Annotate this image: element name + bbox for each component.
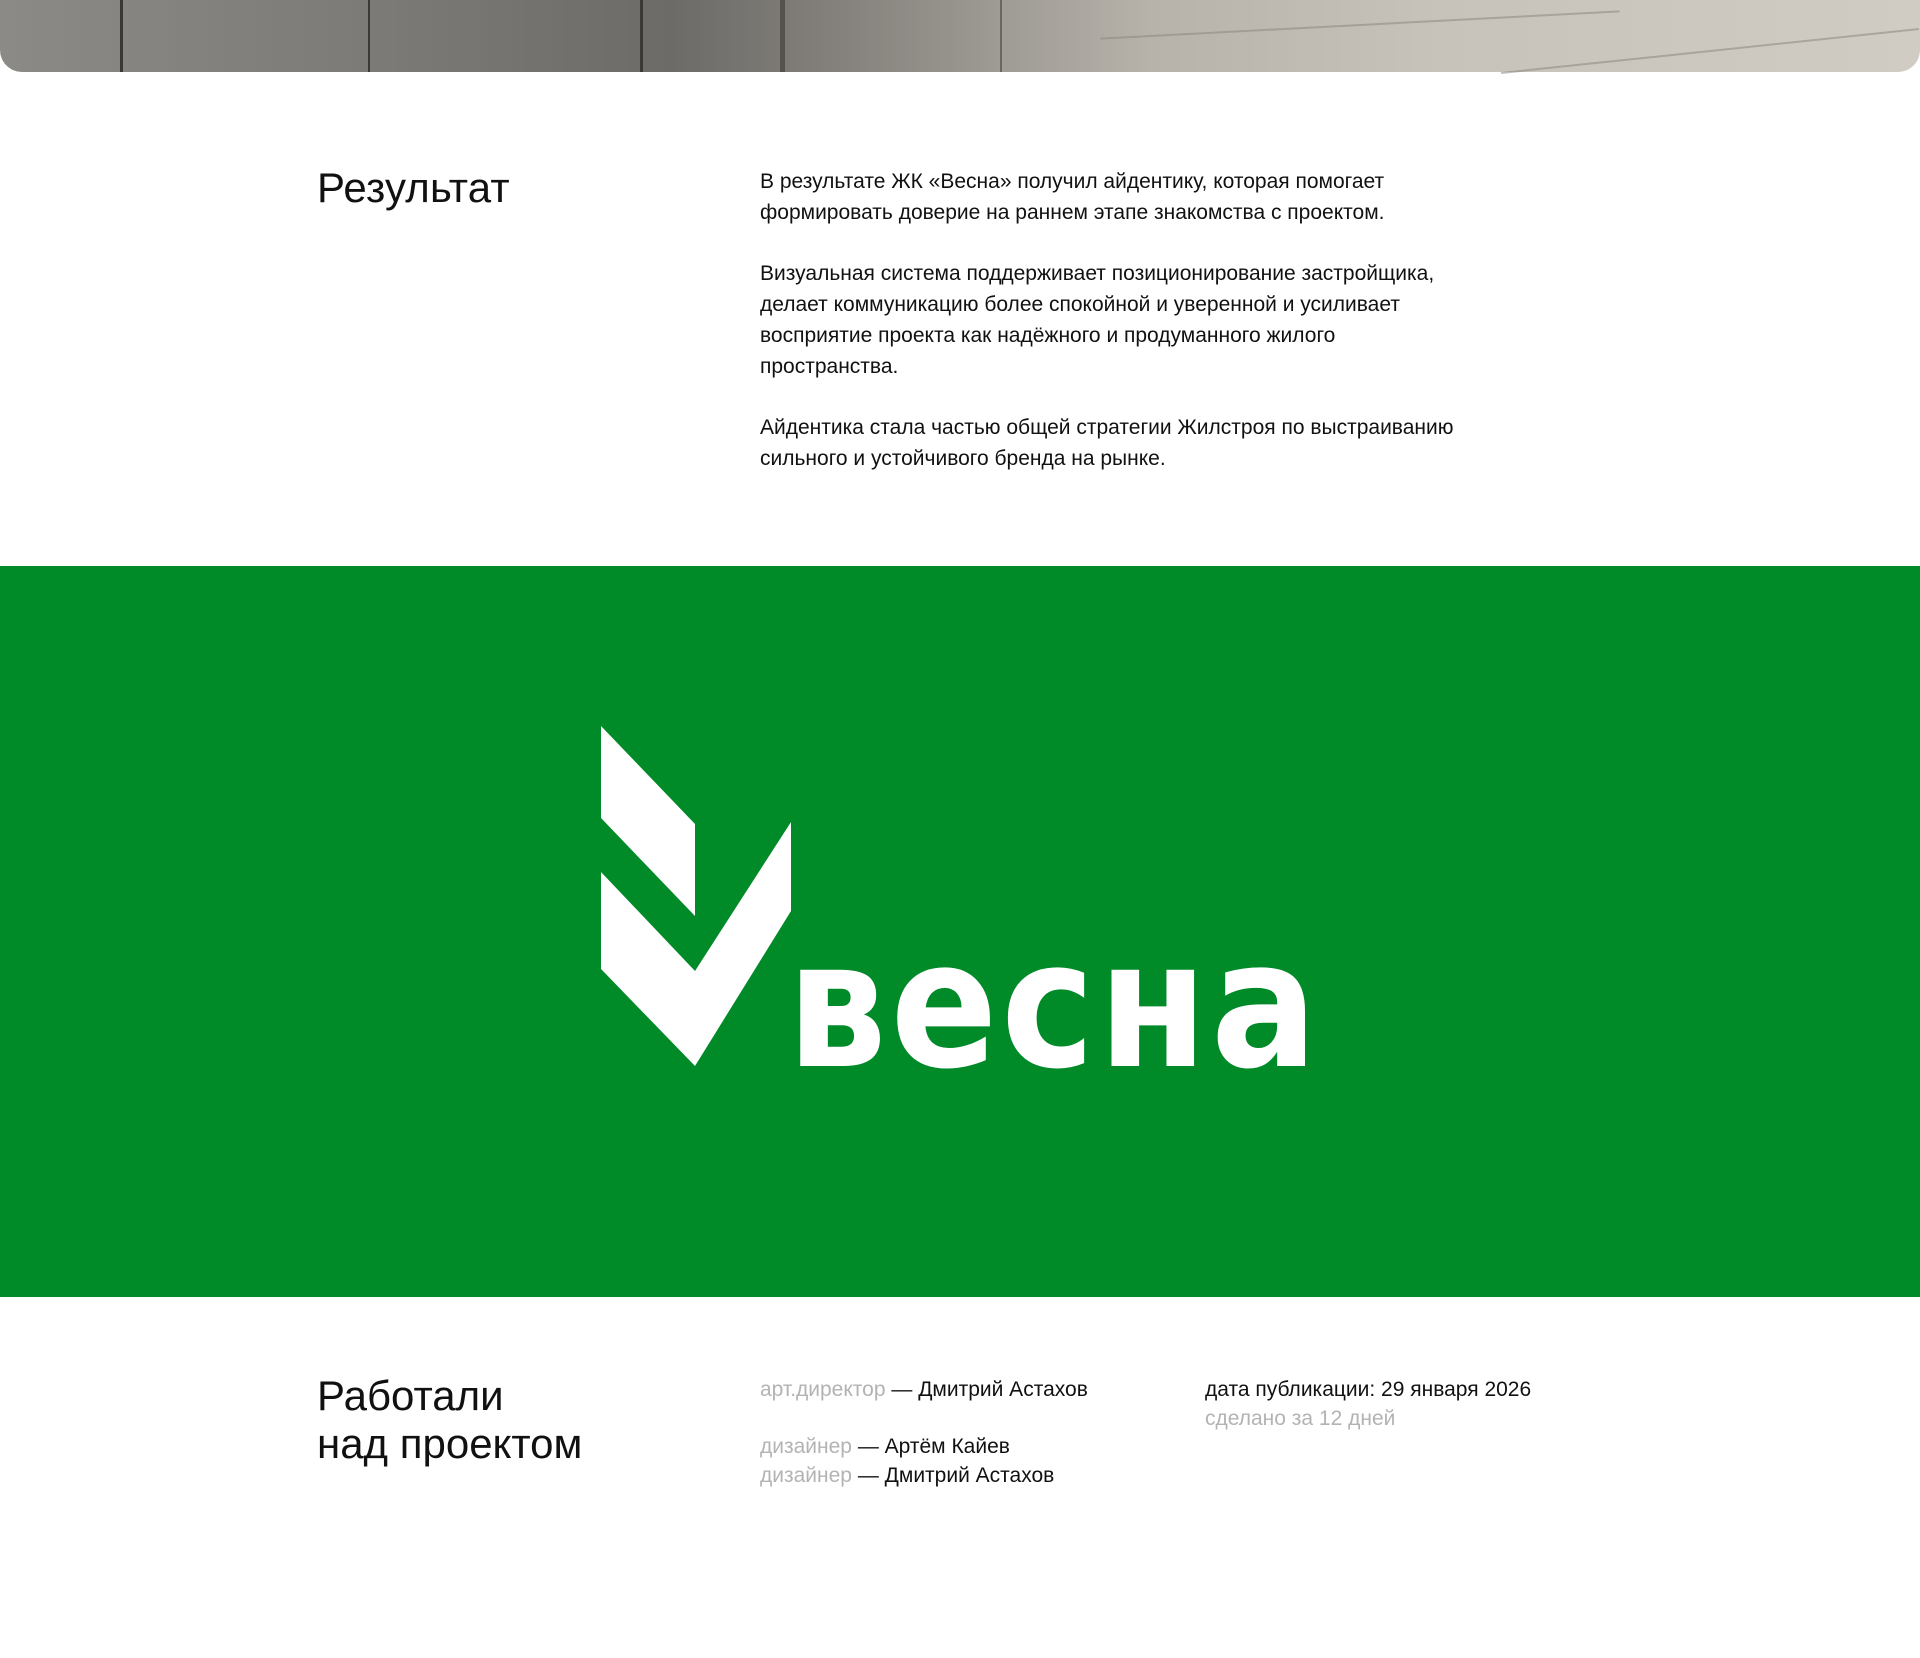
publication-date: дата публикации: 29 января 2026 bbox=[1205, 1378, 1532, 1401]
photo-floor-joint bbox=[1501, 28, 1919, 74]
credits-list bbox=[760, 1375, 1180, 1490]
photo-panel-seam bbox=[1000, 0, 1002, 72]
wheat-sprout-icon bbox=[601, 726, 791, 1066]
photo-panel-seam bbox=[640, 0, 643, 72]
credit-row-designer bbox=[760, 1461, 1180, 1490]
result-description bbox=[760, 166, 1580, 504]
result-paragraph: В результате ЖК «Весна» получил айдентику, которая помогает формировать доверие на раннем этапе знакомства с проектом. bbox=[760, 170, 1385, 224]
publication-meta bbox=[1205, 1375, 1605, 1433]
credits-heading-line: Работали bbox=[317, 1372, 504, 1419]
project-photo bbox=[0, 0, 1920, 72]
credits-heading bbox=[317, 1372, 677, 1468]
credit-row-designer bbox=[760, 1432, 1180, 1461]
credit-separator: — bbox=[851, 1435, 885, 1458]
credits-heading-line: над проектом bbox=[317, 1420, 583, 1467]
credit-name: Дмитрий Астахов bbox=[884, 1464, 1055, 1487]
credit-name: Артём Кайев bbox=[884, 1435, 1010, 1458]
credit-role: арт.директор bbox=[760, 1378, 886, 1401]
credit-name: Дмитрий Астахов bbox=[918, 1378, 1088, 1401]
vesna-logo bbox=[599, 726, 1321, 1108]
result-paragraph: Айдентика стала частью общей стратегии Жилстроя по выстраиванию сильного и устойчивого бренда на рынке. bbox=[760, 416, 1454, 470]
project-duration: сделано за 12 дней bbox=[1205, 1407, 1396, 1430]
result-paragraph: Визуальная система поддерживает позиционирование застройщика, делает коммуникацию более спокойной и уверенной и усиливает восприятие проекта как надёжного и продуманного жилого пространства. bbox=[760, 262, 1435, 378]
credit-role: дизайнер bbox=[760, 1435, 852, 1458]
photo-panel-seam bbox=[368, 0, 370, 72]
credit-separator: — bbox=[885, 1378, 919, 1401]
photo-door-frame bbox=[780, 0, 785, 72]
credit-separator: — bbox=[851, 1464, 885, 1487]
result-heading: Результат bbox=[317, 164, 510, 211]
photo-floor-joint bbox=[1100, 10, 1619, 39]
brand-wordmark: весна bbox=[787, 903, 1321, 1108]
photo-panel-seam bbox=[120, 0, 123, 72]
credit-role: дизайнер bbox=[760, 1464, 852, 1487]
credit-row-art-director bbox=[760, 1375, 1180, 1404]
